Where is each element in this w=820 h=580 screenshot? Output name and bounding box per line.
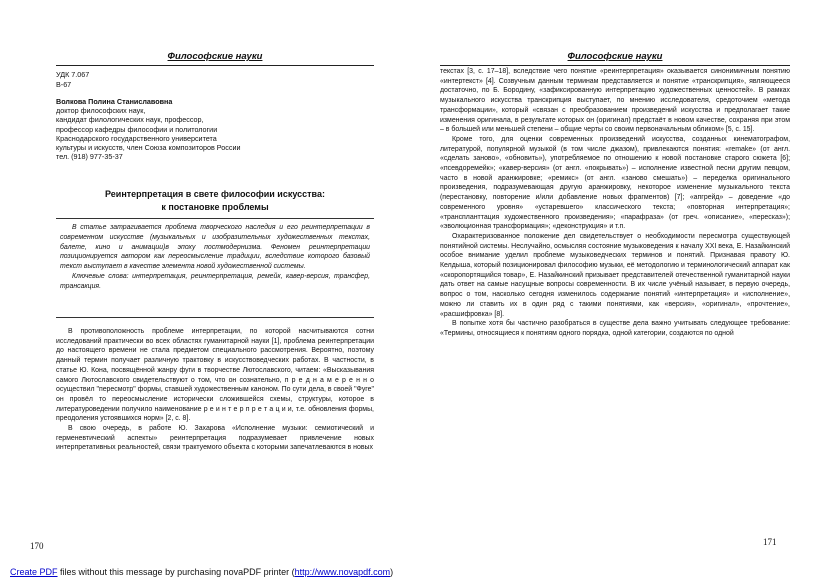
author-line: профессор кафедры философии и политологии <box>56 124 218 134</box>
bbk-code: В-67 <box>56 80 72 89</box>
article-title <box>56 188 374 213</box>
udk-code: УДК 7.067 <box>56 70 90 79</box>
create-pdf-link[interactable]: Create PDF <box>10 567 58 577</box>
paragraph: В попытке хотя бы частично разобраться в существе дела важно учитывать следующее требование: «Термины, относящиеся к понятиям одного порядка, одной категории, создаются по одной <box>440 320 790 337</box>
page-number: 171 <box>763 537 777 547</box>
author-line: Краснодарского государственного университета <box>56 133 217 143</box>
abstract-text: В статье затрагивается проблема творческого наследия и его реинтерпретации в современном искусстве (музыкальных и изобразительных художественных текстах, балете, кино и анимации)в эпоху постмодернизма. Феномен реинтерпретации позиционируется автором как переосмысление традиции, вследствие которого базовый текст выступает в качестве элемента новой художественной системы. <box>60 224 370 271</box>
author-name: Волкова Полина Станиславовна <box>56 97 173 106</box>
header-rule <box>440 65 790 66</box>
abstract <box>60 223 370 292</box>
body-text <box>440 67 790 339</box>
novapdf-link[interactable]: http://www.novapdf.com <box>294 567 391 577</box>
paragraph: В свою очередь, в работе Ю. Захарова «Исполнение музыки: семиотический и герменевтический аспекты» реинтерпретация подразумевает привлечение новых интерпретативных реальностей, связи трактуемого объекта с которыми запечатлеваются в новых <box>56 425 374 452</box>
author-line: кандидат филологических наук, профессор, <box>56 115 204 125</box>
title-line: к постановке проблемы <box>161 201 269 212</box>
author-line: доктор философских наук, <box>56 106 146 116</box>
keywords: Ключевые слова: интерпретация, реинтерпретация, ремейк, кавер-версия, трансфер, трансакция. <box>60 272 370 290</box>
paragraph: текстах [3, с. 17–18], вследствие чего понятие «реинтерпретация» оказывается синонимичным понятию «интертекст» [4]. Созвучным данным терминам представляется и понятие «транскрипция», являющееся достаточно, по Б. Бородину, «зафиксированную интерпретацию художественных ценностей». В рамках музыкального искусства транскрипция выступает, по мнению исследователя, средоточием «метода трансформации», который «связан с преобразованием произведений искусства и предполагает такие изменения оригинала, в результате которых он (оригинал) предстаёт в новом качестве, сохраняя при этом – в большей или меньшей степени – общие черты со своим первоначальным обликом» [5, с. 15]. <box>440 68 790 134</box>
running-header: Философские науки <box>567 51 663 62</box>
page-number: 170 <box>30 541 44 551</box>
paragraph: Кроме того, для оценки современных произведений искусства, созданных кинематографом, литературой, популярной музыкой (в том числе джазом), привлекаются понятия: «remake» (от англ. «сделать заново», «обновить»), употребляемое по отношению к новой постановке старого сюжета [6]; «псевдоремейк»; «кавер-версия» (от англ. «покрывать») – исполнение известной песни другим певцом, часто в новой аранжировке; «ремикс» (от англ. «заново смешать») – переделка оригинального произведения, подразумевающая другую аранжировку, некоторое изменение музыкального текста (перестановку, повторение и/или добавление новых фрагментов) [7]; «апгрейд» – доведение «до современного уровня» «устаревшего» классического текста; «повторная интерпретация»; «транспланттация художественного произведения»; «парафраза» (от греч. «описание», «пересказ»); «эволюционная трансформация»; «деконструкция» и т.п. <box>440 135 790 231</box>
running-header: Философские науки <box>167 51 263 62</box>
footer-text: files without this message by purchasing novaPDF printer ( <box>57 567 295 577</box>
paragraph: В противоположность проблеме интерпретации, по которой насчитываются сотни исследований практически во всех областях гуманитарной науки [1], проблема реинтерпретации до настоящего времени не стала предметом специального рассмотрения. Вероятно, поэтому данный термин получает различную трактовку в искусствоведческих работах. В частности, в статье Ю. Кона, посвящённой жанру фуги в творчестве Лютославского, читаем: «Высказывания самого Лютославского свидетельствуют о том, что он сознательно, п р е д н а м е р е н н о осуществил "пересмотр" формы, ставшей художественным каноном. По сути дела, в своей "Фуге" он провёл то переосмысление исторически сложившейся схемы, структуры, которое в литературоведении получило наименование р е и н т е р п р е т а ц и и, т.е. обновления формы, преодоления устоявшихся норм» [2, с. 8]. <box>56 328 374 423</box>
paragraph: Охарактеризованное положение дел свидетельствует о необходимости пересмотра существующей понятийной системы. Неслучайно, осмысляя состояние музыковедения к началу XXI века, Е. Назайкинский особое внимание уделил проблеме музыковедческих терминов и понятий. Признавая правоту Ю. Келдыша, который позиционировал философию музыки, её методологию и терминологический аппарат как «скоропортящийся товар», Е. Назайкинский призывает представителей отечественной гуманитарной науки дать ответ на самые насущные вопросы современности. В их числе учёный называет, в первую очередь, вопрос о том, насколько сегодня изменилось содержание понятий «интерпретация» и «исполнение», можно ли ставить их в один ряд с такими понятиями, как «версия», «оригинал», «прочтение», «расшифровка» [8]. <box>440 232 790 318</box>
header-rule <box>56 65 374 66</box>
left-page <box>0 0 410 560</box>
author-line: тел. (918) 977-35-37 <box>56 152 123 162</box>
author-line: культуры и искусств, член Союза композиторов России <box>56 143 241 153</box>
watermark-footer <box>0 565 820 580</box>
author-block <box>56 97 241 161</box>
right-page <box>410 0 820 560</box>
body-text <box>56 327 374 453</box>
title-line: Реинтерпретация в свете философии искусства: <box>105 189 325 199</box>
footer-text-end: ) <box>390 567 394 577</box>
